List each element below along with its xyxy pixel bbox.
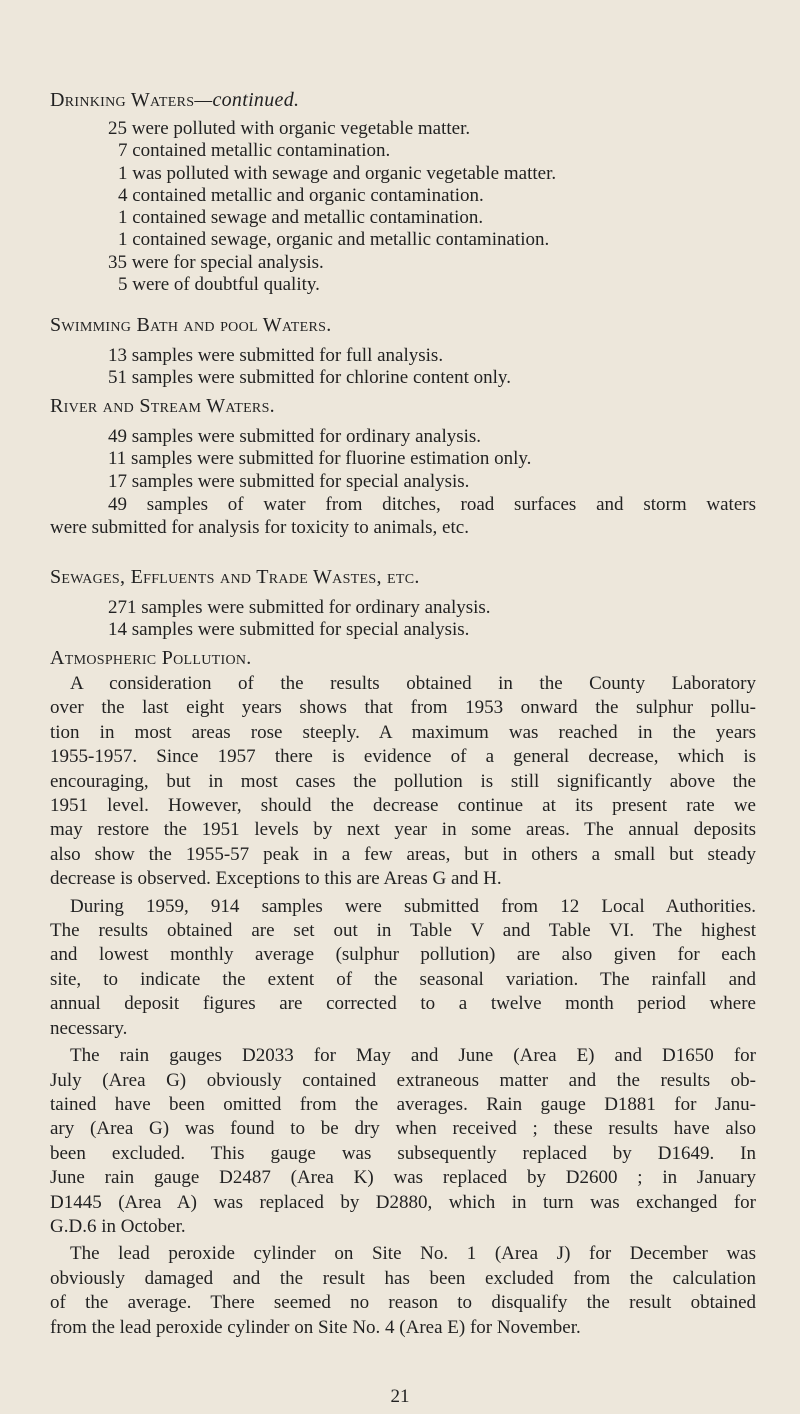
list-item: 11 samples were submitted for fluorine estimation only. — [108, 448, 532, 470]
text-line: over the last eight years shows that from 1953 onward the sulphur pollu- — [50, 697, 756, 719]
section-river — [50, 394, 756, 540]
section-sewages — [50, 565, 756, 642]
paragraph — [50, 1044, 756, 1239]
list-item: 49 samples of water from ditches, road surfaces and storm waters — [108, 493, 756, 515]
list-item: 1 contained sewage, organic and metallic contamination. — [118, 229, 550, 251]
section-atmospheric — [50, 646, 756, 1340]
list-item: 13 samples were submitted for full analysis. — [108, 345, 444, 366]
text-line: The rain gauges D2033 for May and June (Area E) and D1650 for — [70, 1045, 756, 1067]
text-line: ary (Area G) was found to be dry when received ; these results have also — [50, 1118, 756, 1140]
text-line: 1951 level. However, should the decrease continue at its present rate we — [50, 795, 756, 817]
text-line: annual deposit figures are corrected to a twelve month period where — [50, 993, 756, 1015]
list-item: 35 were for special analysis. — [108, 251, 324, 273]
section-heading: Atmospheric Pollution. — [50, 647, 252, 669]
text-line: 1955-1957. Since 1957 there is evidence of a general decrease, which is — [50, 746, 756, 768]
text-line: July (Area G) obviously contained extraneous matter and the results ob- — [50, 1069, 756, 1091]
text-line: and lowest monthly average (sulphur pollution) are also given for each — [50, 944, 756, 966]
text-line: from the lead peroxide cylinder on Site No. 4 (Area E) for November. — [50, 1316, 581, 1338]
list-item: 7 contained metallic contamination. — [118, 140, 391, 162]
list-item: 51 samples were submitted for chlorine content only. — [108, 367, 511, 389]
text-line: may restore the 1951 levels by next year in some areas. The annual deposits — [50, 819, 756, 841]
page-number: 21 — [390, 1386, 410, 1407]
text-line: A consideration of the results obtained in the County Laboratory — [70, 673, 756, 694]
paragraph — [50, 672, 756, 892]
list-item-continuation: were submitted for analysis for toxicity to animals, etc. — [50, 517, 469, 539]
section-heading: Drinking Waters—continued. — [50, 89, 300, 111]
list-item: 14 samples were submitted for special analysis. — [108, 619, 470, 641]
text-line: necessary. — [50, 1017, 128, 1039]
text-line: D1445 (Area A) was replaced by D2880, which in turn was exchanged for — [50, 1191, 756, 1213]
paragraph — [50, 895, 756, 1041]
text-line: During 1959, 914 samples were submitted from 12 Local Authorities. — [70, 895, 756, 917]
text-line: also show the 1955-57 peak in a few areas, but in others a small but steady — [50, 843, 756, 865]
text-line: The results obtained are set out in Table V and Table VI. The highest — [50, 920, 756, 942]
text-line: site, to indicate the extent of the seasonal variation. The rainfall and — [50, 968, 756, 990]
section-heading: Sewages, Effluents and Trade Wastes, etc. — [50, 566, 420, 588]
text-line: tained have been omitted from the averages. Rain gauge D1881 for Janu- — [50, 1093, 756, 1115]
list-item: 5 were of doubtful quality. — [118, 274, 320, 296]
text-line: G.D.6 in October. — [50, 1215, 186, 1237]
text-line: encouraging, but in most cases the pollution is still significantly above the — [50, 770, 756, 792]
text-line: The lead peroxide cylinder on Site No. 1 (Area J) for December was — [70, 1243, 756, 1265]
text-line: tion in most areas rose steeply. A maximum was reached in the years — [50, 721, 756, 743]
list-item: 1 was polluted with sewage and organic vegetable matter. — [118, 162, 557, 184]
list-item: 1 contained sewage and metallic contamination. — [118, 207, 484, 229]
section-drinking-waters — [50, 88, 756, 296]
list-item: 17 samples were submitted for special analysis. — [108, 470, 470, 492]
list-item: 25 were polluted with organic vegetable matter. — [108, 118, 471, 139]
text-line: obviously damaged and the result has been excluded from the calculation — [50, 1267, 756, 1289]
text-line: June rain gauge D2487 (Area K) was replaced by D2600 ; in January — [50, 1167, 756, 1189]
paragraph — [50, 1242, 756, 1340]
text-line: been excluded. This gauge was subsequently replaced by D1649. In — [50, 1142, 756, 1164]
section-swimming — [50, 313, 756, 390]
section-heading: Swimming Bath and pool Waters. — [50, 314, 332, 336]
section-heading: River and Stream Waters. — [50, 395, 275, 417]
text-line: of the average. There seemed no reason to disqualify the result obtained — [50, 1292, 756, 1314]
list-item: 271 samples were submitted for ordinary analysis. — [108, 597, 491, 618]
list-item: 4 contained metallic and organic contamination. — [118, 184, 484, 206]
text-line: decrease is observed. Exceptions to this are Areas G and H. — [50, 868, 502, 890]
list-item: 49 samples were submitted for ordinary analysis. — [108, 426, 482, 447]
